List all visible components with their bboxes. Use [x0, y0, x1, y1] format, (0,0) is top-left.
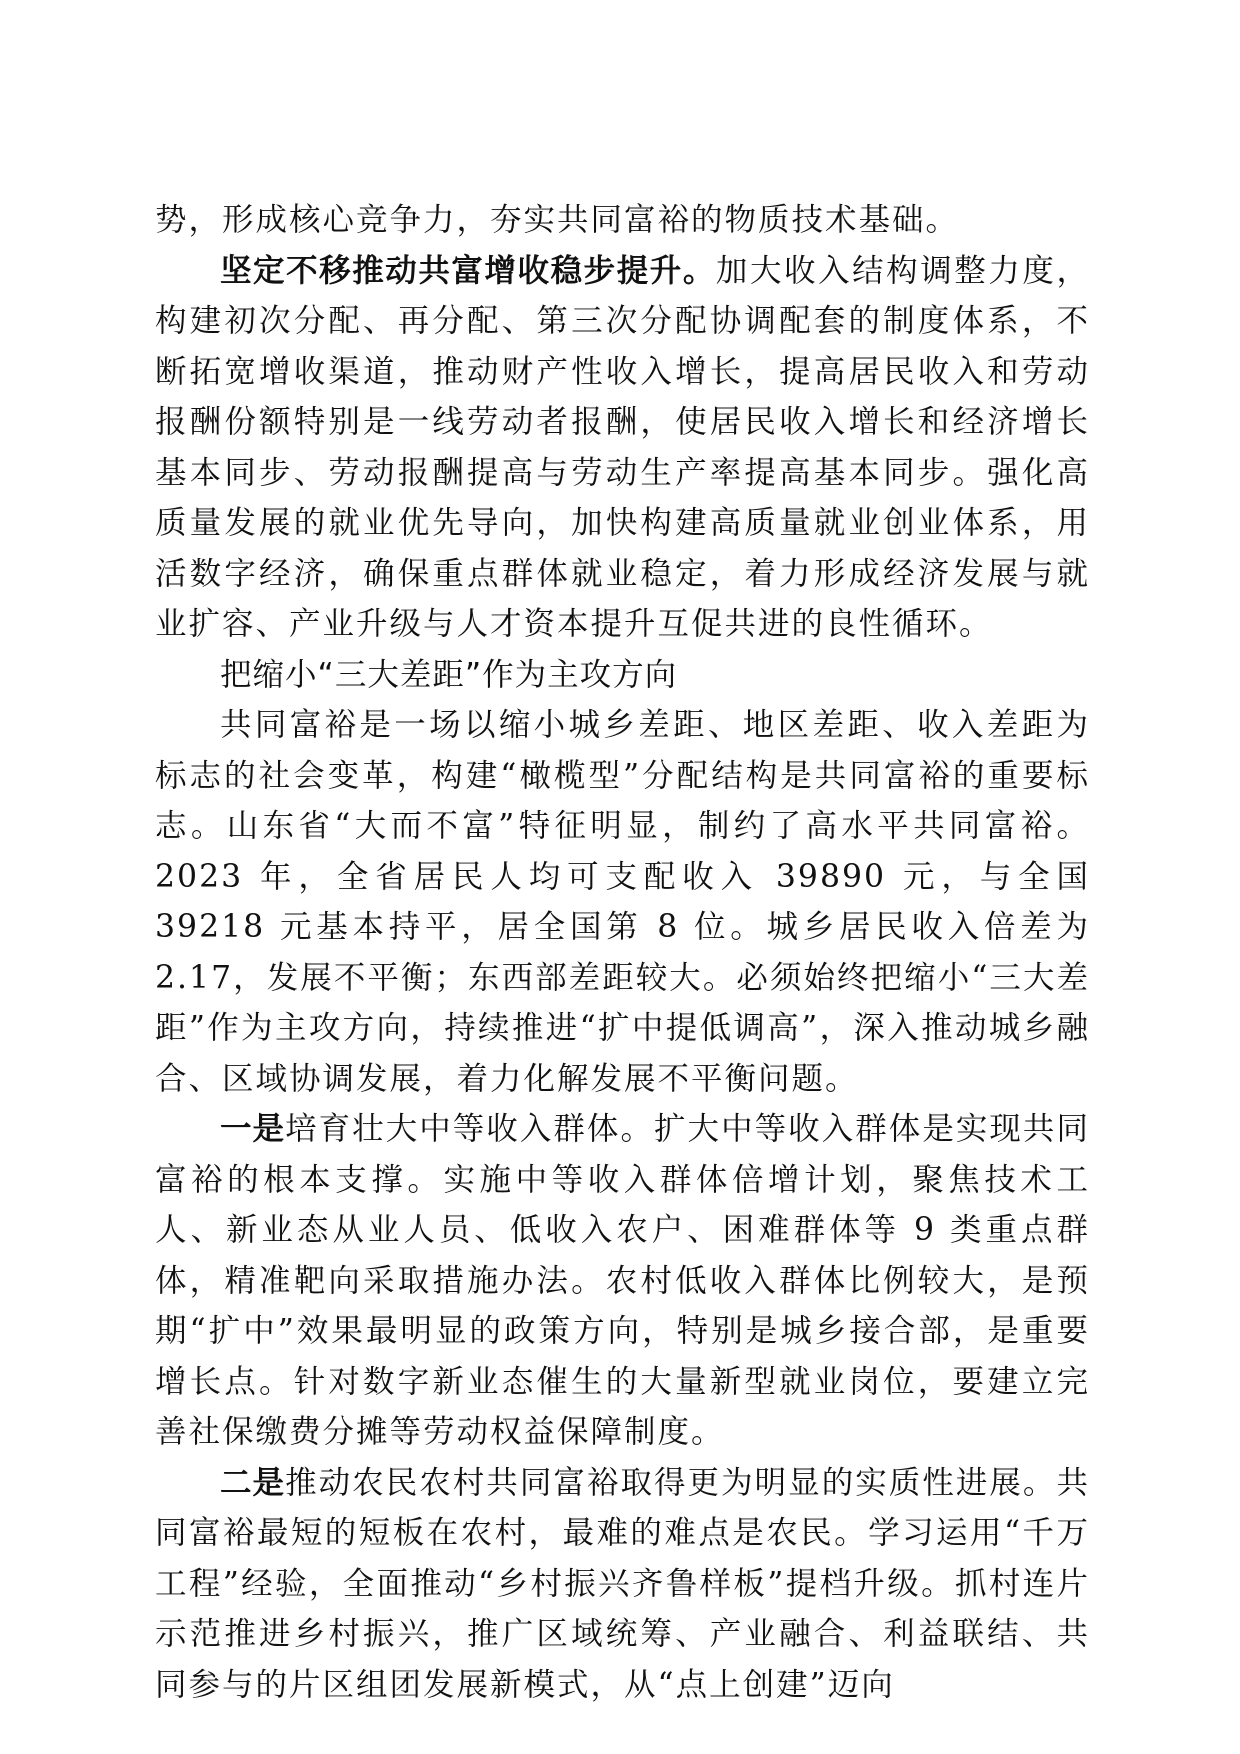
- paragraph-body-rural-prosperity: 推动农民农村共同富裕取得更为明显的实质性进展。共同富裕最短的短板在农村，最难的难点是农民。学习运用“千万工程”经验，全面推动“乡村振兴齐鲁样板”提档升级。抓村连片示范推进乡村振兴，推广区域统筹、产业融合、利益联结、共同参与的片区组团发展新模式，从“点上创建”迈向: [155, 1464, 1090, 1703]
- paragraph-rural-prosperity: [155, 1458, 1090, 1711]
- paragraph-lead-first: 一是: [220, 1111, 286, 1147]
- paragraph-income-growth: [155, 246, 1090, 650]
- paragraph-lead-second: 二是: [220, 1464, 286, 1501]
- paragraph-lead-income-growth: 坚定不移推动共富增收稳步提升。: [220, 252, 716, 289]
- paragraph-three-gaps: 共同富裕是一场以缩小城乡差距、地区差距、收入差距为标志的社会变革，构建“橄榄型”分配结构是共同富裕的重要标志。山东省“大而不富”特征明显，制约了高水平共同富裕。2023 年，全省居民人均可支配收入 39890 元，与全国 39218 元基本持平，居全国第 8 位。城乡居民收入倍差为 2.17，发展不平衡；东西部差距较大。必须始终把缩小“三大差距”作为主攻方向，持续推进“扩中提低调高”，深入推动城乡融合、区域协调发展，着力化解发展不平衡问题。: [155, 707, 1090, 1097]
- paragraph-continuation: 势，形成核心竞争力，夯实共同富裕的物质技术基础。: [155, 202, 960, 238]
- section-heading: 把缩小“三大差距”作为主攻方向: [220, 656, 678, 693]
- document-page: [155, 195, 1090, 1710]
- paragraph-body-middle-income: 培育壮大中等收入群体。扩大中等收入群体是实现共同富裕的根本支撑。实施中等收入群体倍增计划，聚焦技术工人、新业态从业人员、低收入农户、困难群体等 9 类重点群体，精准靶向采取措施办法。农村低收入群体比例较大，是预期“扩中”效果最明显的政策方向，特别是城乡接合部，是重要增长点。针对数字新业态催生的大量新型就业岗位，要建立完善社保缴费分摊等劳动权益保障制度。: [155, 1111, 1090, 1450]
- paragraph-middle-income: [155, 1104, 1090, 1458]
- paragraph-body-income-growth: 加大收入结构调整力度，构建初次分配、再分配、第三次分配协调配套的制度体系，不断拓宽增收渠道，推动财产性收入增长，提高居民收入和劳动报酬份额特别是一线劳动者报酬，使居民收入增长和经济增长基本同步、劳动报酬提高与劳动生产率提高基本同步。强化高质量发展的就业优先导向，加快构建高质量就业创业体系，用活数字经济，确保重点群体就业稳定，着力形成经济发展与就业扩容、产业升级与人才资本提升互促共进的良性循环。: [155, 252, 1090, 642]
